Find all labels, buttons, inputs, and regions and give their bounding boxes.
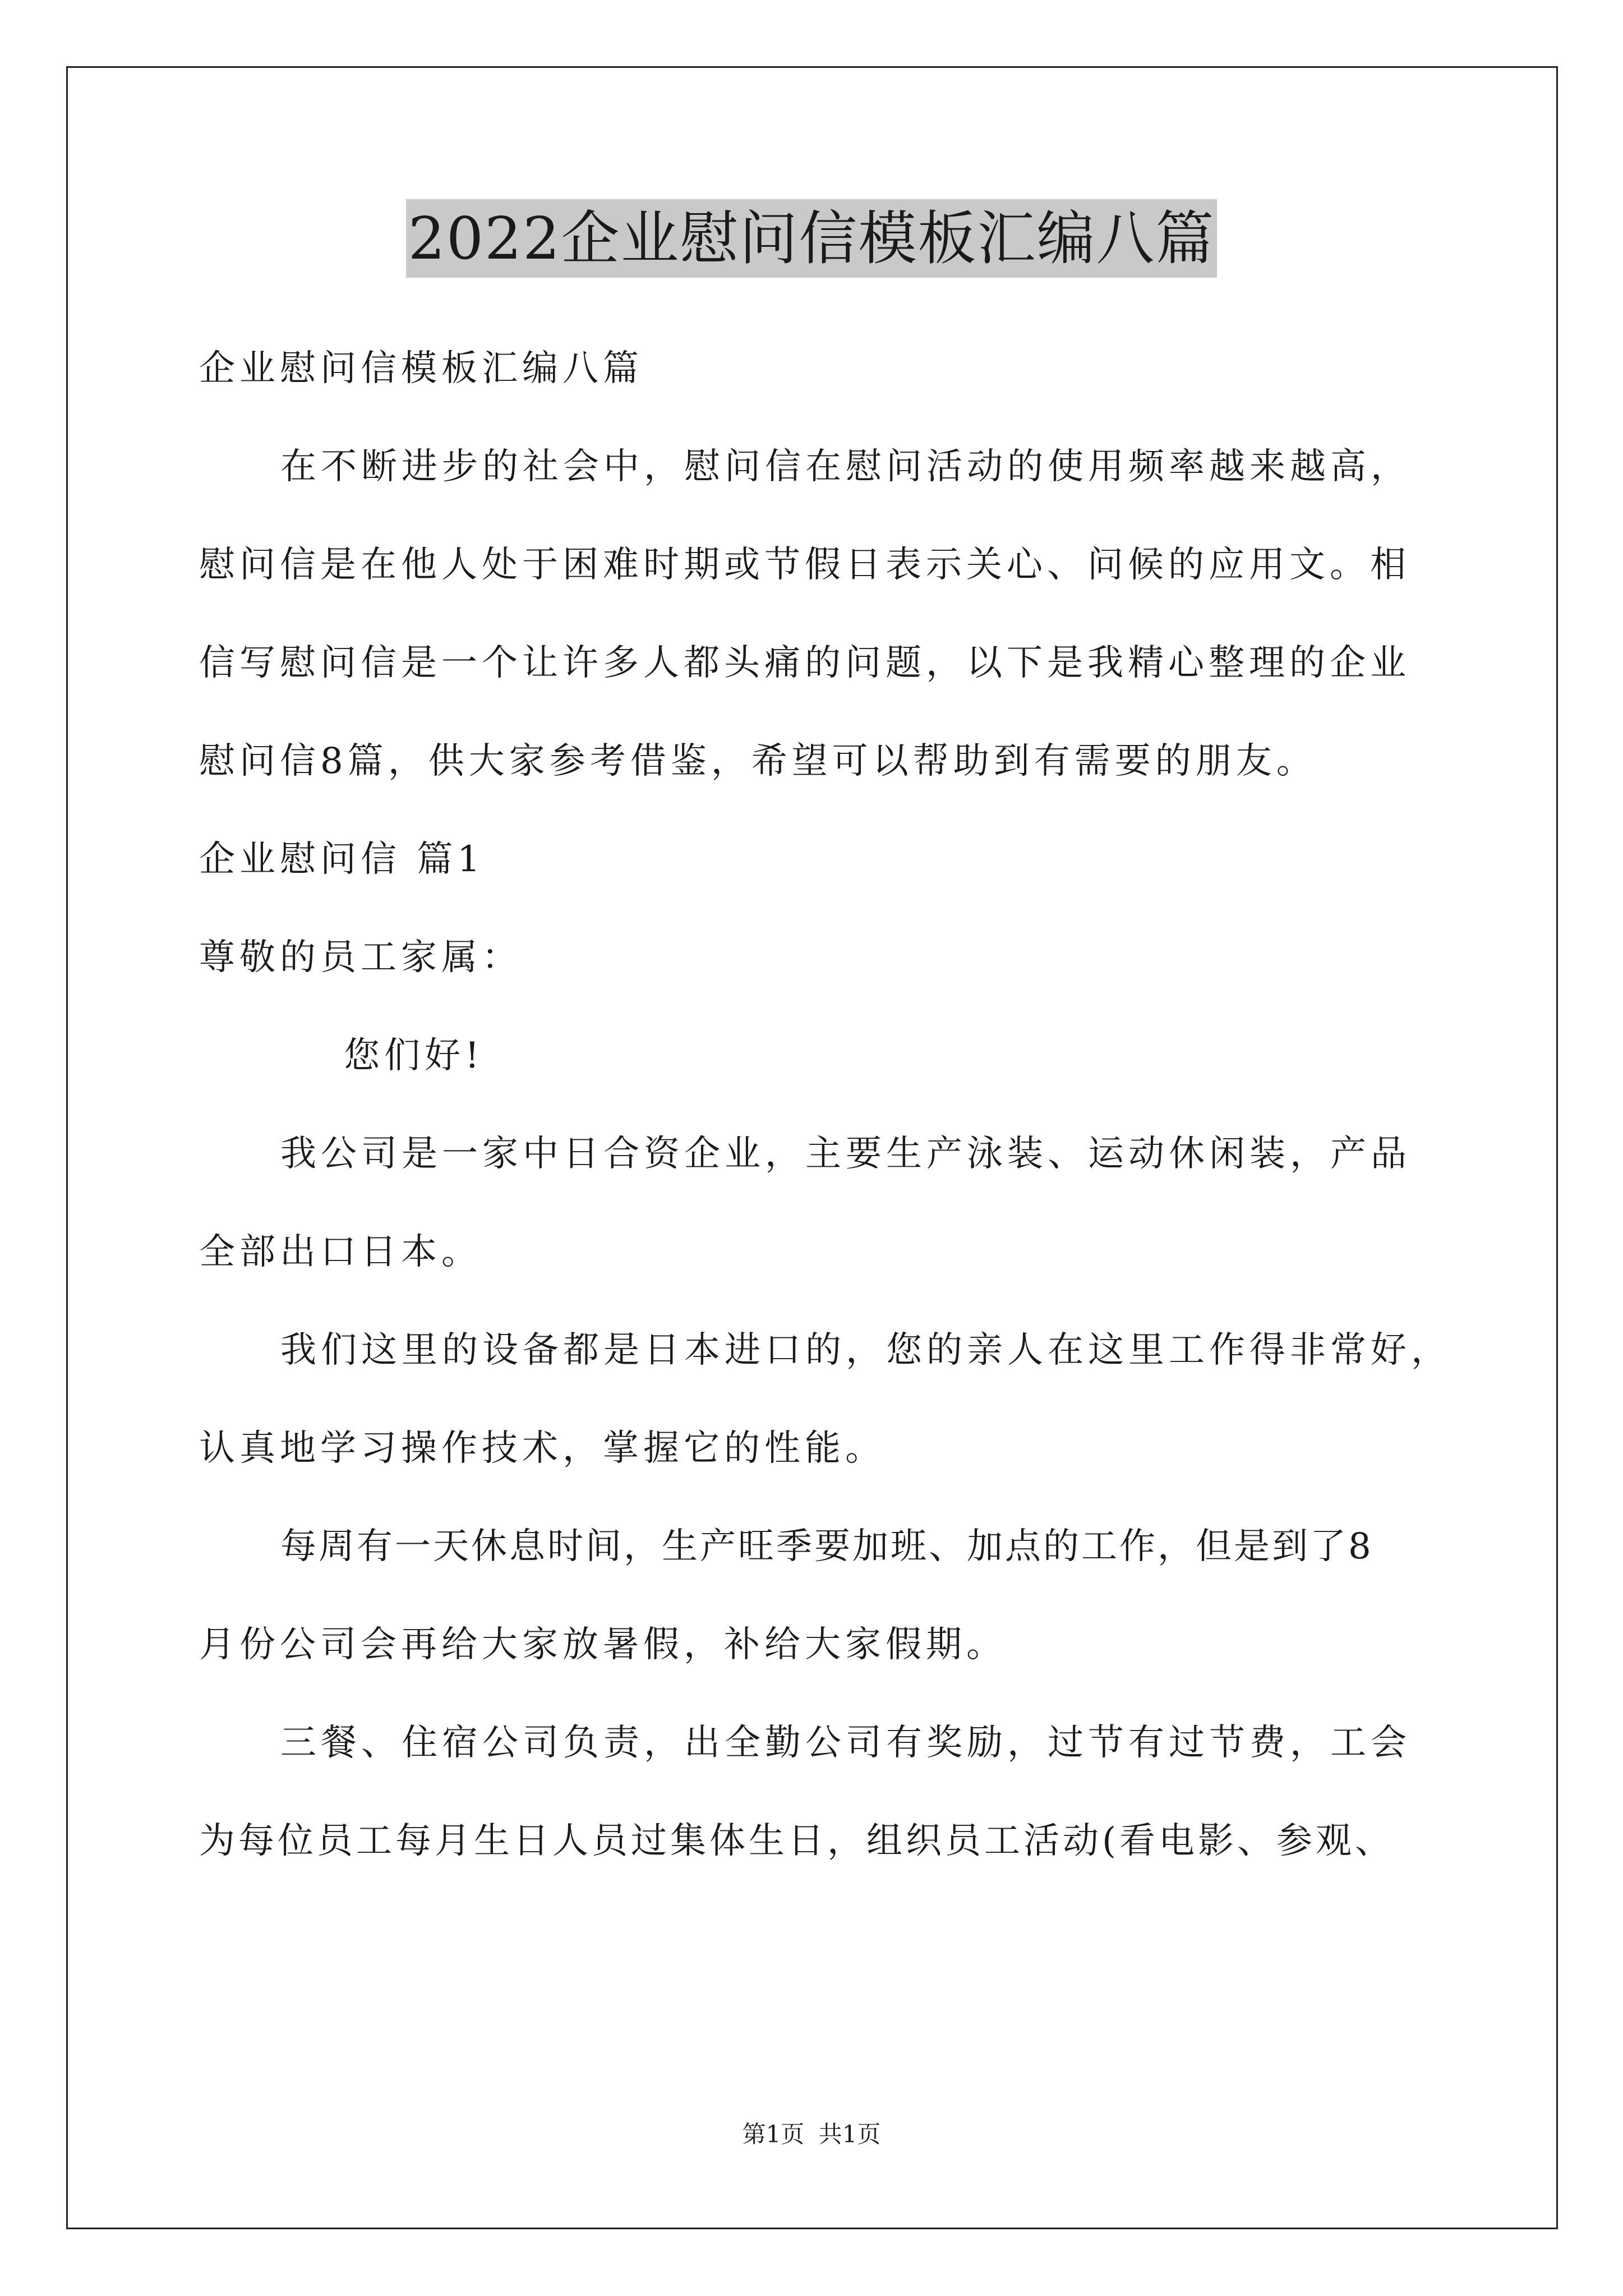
page-number: 第1页 xyxy=(742,2120,805,2148)
subtitle-line: 企业慰问信模板汇编八篇 xyxy=(199,348,643,389)
section-heading: 企业慰问信 篇1 xyxy=(199,839,485,880)
paragraph-line: 认真地学习操作技术，掌握它的性能。 xyxy=(199,1428,886,1469)
page-footer xyxy=(0,2118,1623,2151)
page-total: 共1页 xyxy=(818,2120,881,2148)
document-title: 2022企业慰问信模板汇编八篇 xyxy=(406,199,1218,278)
paragraph-line: 我公司是一家中日合资企业，主要生产泳装、运动休闲装，产品 xyxy=(280,1133,1411,1175)
paragraph-line: 为每位员工每月生日人员过集体生日，组织员工活动(看电影、参观、 xyxy=(199,1820,1394,1862)
paragraph-line: 月份公司会再给大家放暑假，补给大家假期。 xyxy=(199,1624,1007,1665)
paragraph-line: 我们这里的设备都是日本进口的，您的亲人在这里工作得非常好， xyxy=(280,1329,1451,1371)
paragraph-line: 慰问信8篇，供大家参考借鉴，希望可以帮助到有需要的朋友。 xyxy=(199,740,1317,782)
paragraph-line: 每周有一天休息时间，生产旺季要加班、加点的工作，但是到了8 xyxy=(280,1526,1373,1567)
paragraph-line: 慰问信是在他人处于困难时期或节假日表示关心、问候的应用文。相 xyxy=(199,544,1410,586)
greeting: 您们好! xyxy=(344,1035,484,1076)
salutation: 尊敬的员工家属： xyxy=(199,937,522,978)
title-container xyxy=(0,199,1623,278)
paragraph-line: 全部出口日本。 xyxy=(199,1231,482,1273)
paragraph-line: 三餐、住宿公司负责，出全勤公司有奖励，过节有过节费，工会 xyxy=(280,1722,1411,1764)
paragraph-line: 信写慰问信是一个让许多人都头痛的问题，以下是我精心整理的企业 xyxy=(199,642,1410,684)
paragraph-line: 在不断进步的社会中，慰问信在慰问活动的使用频率越来越高， xyxy=(280,446,1411,487)
